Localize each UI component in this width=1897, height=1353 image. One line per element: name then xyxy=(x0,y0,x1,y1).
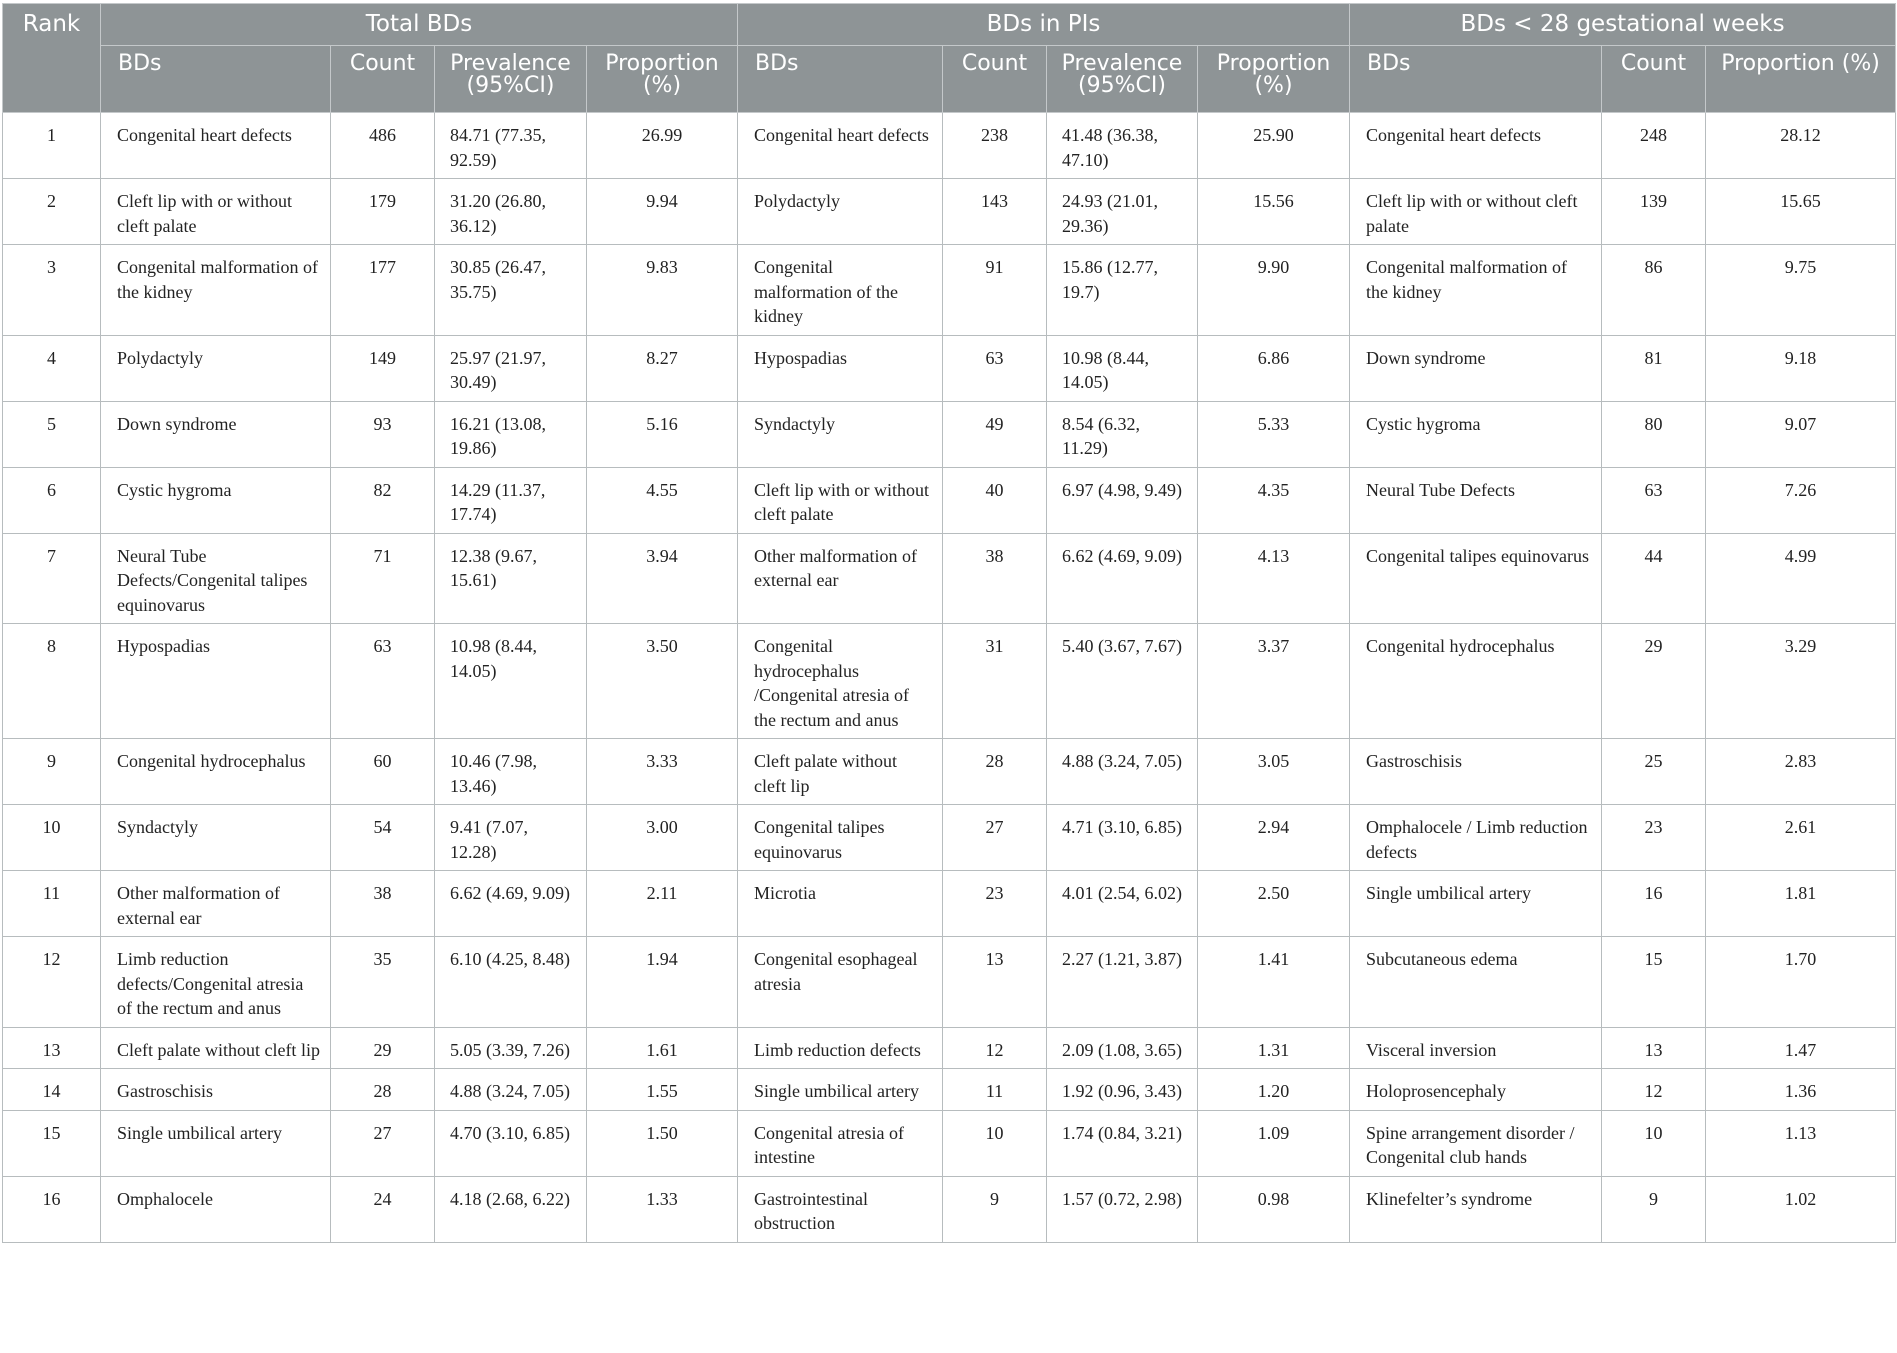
early-proportion-cell: 1.81 xyxy=(1706,871,1896,937)
total-proportion-cell: 2.11 xyxy=(587,871,738,937)
rank-cell: 16 xyxy=(3,1176,101,1242)
total-count-cell: 149 xyxy=(331,335,435,401)
pis-prevalence-cell: 2.27 (1.21, 3.87) xyxy=(1047,937,1198,1028)
early-bd-cell: Cleft lip with or without cleft palate xyxy=(1350,179,1602,245)
pis-prevalence-cell: 4.71 (3.10, 6.85) xyxy=(1047,805,1198,871)
pis-count-cell: 31 xyxy=(943,624,1047,739)
rank-cell: 1 xyxy=(3,113,101,179)
total-bd-cell: Congenital malformation of the kidney xyxy=(101,245,331,336)
pis-count-cell: 38 xyxy=(943,533,1047,624)
early-proportion-cell: 15.65 xyxy=(1706,179,1896,245)
total-bd-cell: Congenital heart defects xyxy=(101,113,331,179)
pis-count-cell: 27 xyxy=(943,805,1047,871)
pis-bd-cell: Congenital heart defects xyxy=(738,113,943,179)
table-row xyxy=(3,401,1896,467)
early-bd-cell: Congenital heart defects xyxy=(1350,113,1602,179)
pis-prevalence-cell: 6.62 (4.69, 9.09) xyxy=(1047,533,1198,624)
early-proportion-cell: 2.83 xyxy=(1706,739,1896,805)
total-count-cell: 71 xyxy=(331,533,435,624)
table-row xyxy=(3,937,1896,1028)
total-bd-cell: Neural Tube Defects/Congenital talipes equinovarus xyxy=(101,533,331,624)
total-prevalence-cell: 4.88 (3.24, 7.05) xyxy=(435,1069,587,1111)
pis-prevalence-cell: 24.93 (21.01, 29.36) xyxy=(1047,179,1198,245)
pis-proportion-cell: 3.37 xyxy=(1198,624,1350,739)
early-bd-cell: Down syndrome xyxy=(1350,335,1602,401)
pis-count-cell: 238 xyxy=(943,113,1047,179)
early-bd-cell: Visceral inversion xyxy=(1350,1027,1602,1069)
early-count-cell: 81 xyxy=(1602,335,1706,401)
rank-cell: 4 xyxy=(3,335,101,401)
total-bds-header: BDs xyxy=(101,46,331,113)
pis-prevalence-header: Prevalence (95%CI) xyxy=(1047,46,1198,113)
total-prevalence-cell: 5.05 (3.39, 7.26) xyxy=(435,1027,587,1069)
pis-proportion-cell: 6.86 xyxy=(1198,335,1350,401)
early-proportion-cell: 28.12 xyxy=(1706,113,1896,179)
early-proportion-cell: 1.02 xyxy=(1706,1176,1896,1242)
pis-proportion-cell: 9.90 xyxy=(1198,245,1350,336)
pis-proportion-cell: 0.98 xyxy=(1198,1176,1350,1242)
total-bd-cell: Cleft lip with or without cleft palate xyxy=(101,179,331,245)
early-bds-header: BDs xyxy=(1350,46,1602,113)
rank-cell: 5 xyxy=(3,401,101,467)
pis-bd-cell: Limb reduction defects xyxy=(738,1027,943,1069)
pis-bd-cell: Hypospadias xyxy=(738,335,943,401)
bds-in-pis-group-header: BDs in PIs xyxy=(738,4,1350,46)
pis-count-cell: 143 xyxy=(943,179,1047,245)
total-bd-cell: Omphalocele xyxy=(101,1176,331,1242)
early-count-cell: 248 xyxy=(1602,113,1706,179)
pis-bd-cell: Single umbilical artery xyxy=(738,1069,943,1111)
early-count-cell: 23 xyxy=(1602,805,1706,871)
pis-count-cell: 49 xyxy=(943,401,1047,467)
total-prevalence-cell: 10.46 (7.98, 13.46) xyxy=(435,739,587,805)
total-prevalence-cell: 16.21 (13.08, 19.86) xyxy=(435,401,587,467)
pis-bd-cell: Congenital talipes equinovarus xyxy=(738,805,943,871)
early-count-cell: 86 xyxy=(1602,245,1706,336)
pis-prevalence-cell: 4.88 (3.24, 7.05) xyxy=(1047,739,1198,805)
pis-proportion-cell: 1.20 xyxy=(1198,1069,1350,1111)
total-prevalence-header: Prevalence (95%CI) xyxy=(435,46,587,113)
rank-cell: 12 xyxy=(3,937,101,1028)
total-proportion-cell: 1.55 xyxy=(587,1069,738,1111)
rank-cell: 2 xyxy=(3,179,101,245)
table-row xyxy=(3,179,1896,245)
rank-header: Rank xyxy=(3,4,101,113)
total-count-cell: 27 xyxy=(331,1110,435,1176)
early-proportion-cell: 9.18 xyxy=(1706,335,1896,401)
rank-cell: 3 xyxy=(3,245,101,336)
early-count-cell: 63 xyxy=(1602,467,1706,533)
early-proportion-header: Proportion (%) xyxy=(1706,46,1896,113)
total-count-cell: 179 xyxy=(331,179,435,245)
table-row xyxy=(3,624,1896,739)
early-proportion-cell: 1.36 xyxy=(1706,1069,1896,1111)
total-count-cell: 63 xyxy=(331,624,435,739)
rank-cell: 13 xyxy=(3,1027,101,1069)
pis-proportion-cell: 1.41 xyxy=(1198,937,1350,1028)
pis-count-cell: 28 xyxy=(943,739,1047,805)
total-prevalence-cell: 9.41 (7.07, 12.28) xyxy=(435,805,587,871)
pis-proportion-cell: 4.13 xyxy=(1198,533,1350,624)
early-count-header: Count xyxy=(1602,46,1706,113)
pis-count-cell: 13 xyxy=(943,937,1047,1028)
total-count-cell: 60 xyxy=(331,739,435,805)
early-count-cell: 139 xyxy=(1602,179,1706,245)
pis-proportion-cell: 2.50 xyxy=(1198,871,1350,937)
table-row xyxy=(3,1027,1896,1069)
table-row xyxy=(3,467,1896,533)
early-bd-cell: Congenital hydrocephalus xyxy=(1350,624,1602,739)
total-proportion-cell: 3.50 xyxy=(587,624,738,739)
pis-bd-cell: Polydactyly xyxy=(738,179,943,245)
total-bd-cell: Gastroschisis xyxy=(101,1069,331,1111)
total-proportion-cell: 8.27 xyxy=(587,335,738,401)
total-proportion-cell: 1.33 xyxy=(587,1176,738,1242)
total-prevalence-cell: 84.71 (77.35, 92.59) xyxy=(435,113,587,179)
early-count-cell: 44 xyxy=(1602,533,1706,624)
pis-bd-cell: Congenital esophageal atresia xyxy=(738,937,943,1028)
early-proportion-cell: 9.07 xyxy=(1706,401,1896,467)
table-row xyxy=(3,1069,1896,1111)
early-count-cell: 16 xyxy=(1602,871,1706,937)
total-prevalence-cell: 31.20 (26.80, 36.12) xyxy=(435,179,587,245)
pis-prevalence-cell: 6.97 (4.98, 9.49) xyxy=(1047,467,1198,533)
pis-count-cell: 9 xyxy=(943,1176,1047,1242)
early-proportion-cell: 2.61 xyxy=(1706,805,1896,871)
total-bd-cell: Congenital hydrocephalus xyxy=(101,739,331,805)
pis-bd-cell: Other malformation of external ear xyxy=(738,533,943,624)
total-proportion-cell: 3.33 xyxy=(587,739,738,805)
pis-prevalence-cell: 1.57 (0.72, 2.98) xyxy=(1047,1176,1198,1242)
early-bd-cell: Single umbilical artery xyxy=(1350,871,1602,937)
rank-cell: 6 xyxy=(3,467,101,533)
early-count-cell: 9 xyxy=(1602,1176,1706,1242)
early-bd-cell: Subcutaneous edema xyxy=(1350,937,1602,1028)
pis-count-cell: 12 xyxy=(943,1027,1047,1069)
pis-bd-cell: Syndactyly xyxy=(738,401,943,467)
pis-proportion-cell: 2.94 xyxy=(1198,805,1350,871)
total-prevalence-cell: 30.85 (26.47, 35.75) xyxy=(435,245,587,336)
total-prevalence-cell: 4.70 (3.10, 6.85) xyxy=(435,1110,587,1176)
total-proportion-cell: 1.94 xyxy=(587,937,738,1028)
pis-bd-cell: Cleft palate without cleft lip xyxy=(738,739,943,805)
pis-prevalence-cell: 15.86 (12.77, 19.7) xyxy=(1047,245,1198,336)
early-count-cell: 80 xyxy=(1602,401,1706,467)
early-count-cell: 13 xyxy=(1602,1027,1706,1069)
pis-proportion-cell: 3.05 xyxy=(1198,739,1350,805)
total-prevalence-cell: 14.29 (11.37, 17.74) xyxy=(435,467,587,533)
pis-bd-cell: Congenital atresia of intestine xyxy=(738,1110,943,1176)
total-bd-cell: Other malformation of external ear xyxy=(101,871,331,937)
total-count-cell: 486 xyxy=(331,113,435,179)
total-proportion-cell: 3.00 xyxy=(587,805,738,871)
pis-count-cell: 91 xyxy=(943,245,1047,336)
pis-count-header: Count xyxy=(943,46,1047,113)
early-proportion-cell: 1.13 xyxy=(1706,1110,1896,1176)
total-prevalence-cell: 10.98 (8.44, 14.05) xyxy=(435,624,587,739)
table-row xyxy=(3,113,1896,179)
early-count-cell: 25 xyxy=(1602,739,1706,805)
total-prevalence-cell: 4.18 (2.68, 6.22) xyxy=(435,1176,587,1242)
pis-proportion-header: Proportion (%) xyxy=(1198,46,1350,113)
early-bd-cell: Spine arrangement disorder / Congenital club hands xyxy=(1350,1110,1602,1176)
early-bd-cell: Omphalocele / Limb reduction defects xyxy=(1350,805,1602,871)
total-prevalence-cell: 25.97 (21.97, 30.49) xyxy=(435,335,587,401)
pis-proportion-cell: 1.09 xyxy=(1198,1110,1350,1176)
early-proportion-cell: 9.75 xyxy=(1706,245,1896,336)
total-bd-cell: Down syndrome xyxy=(101,401,331,467)
total-prevalence-cell: 6.62 (4.69, 9.09) xyxy=(435,871,587,937)
pis-prevalence-cell: 1.92 (0.96, 3.43) xyxy=(1047,1069,1198,1111)
early-count-cell: 29 xyxy=(1602,624,1706,739)
pis-bds-header: BDs xyxy=(738,46,943,113)
early-count-cell: 10 xyxy=(1602,1110,1706,1176)
pis-count-cell: 10 xyxy=(943,1110,1047,1176)
total-proportion-cell: 5.16 xyxy=(587,401,738,467)
pis-proportion-cell: 25.90 xyxy=(1198,113,1350,179)
total-proportion-cell: 3.94 xyxy=(587,533,738,624)
pis-proportion-cell: 15.56 xyxy=(1198,179,1350,245)
early-proportion-cell: 4.99 xyxy=(1706,533,1896,624)
pis-bd-cell: Gastrointestinal obstruction xyxy=(738,1176,943,1242)
total-bd-cell: Cystic hygroma xyxy=(101,467,331,533)
table-row xyxy=(3,533,1896,624)
pis-count-cell: 11 xyxy=(943,1069,1047,1111)
total-count-cell: 177 xyxy=(331,245,435,336)
total-bd-cell: Polydactyly xyxy=(101,335,331,401)
early-bd-cell: Congenital talipes equinovarus xyxy=(1350,533,1602,624)
total-proportion-cell: 4.55 xyxy=(587,467,738,533)
pis-bd-cell: Cleft lip with or without cleft palate xyxy=(738,467,943,533)
total-proportion-cell: 1.61 xyxy=(587,1027,738,1069)
total-proportion-cell: 26.99 xyxy=(587,113,738,179)
total-prevalence-cell: 12.38 (9.67, 15.61) xyxy=(435,533,587,624)
total-bd-cell: Cleft palate without cleft lip xyxy=(101,1027,331,1069)
rank-cell: 9 xyxy=(3,739,101,805)
table-row xyxy=(3,335,1896,401)
header-group-row xyxy=(3,4,1896,46)
total-count-cell: 24 xyxy=(331,1176,435,1242)
birth-defects-table xyxy=(2,3,1896,1243)
pis-count-cell: 40 xyxy=(943,467,1047,533)
total-bd-cell: Hypospadias xyxy=(101,624,331,739)
table-row xyxy=(3,245,1896,336)
rank-cell: 8 xyxy=(3,624,101,739)
total-bd-cell: Syndactyly xyxy=(101,805,331,871)
pis-bd-cell: Congenital malformation of the kidney xyxy=(738,245,943,336)
pis-proportion-cell: 1.31 xyxy=(1198,1027,1350,1069)
rank-cell: 14 xyxy=(3,1069,101,1111)
pis-prevalence-cell: 41.48 (36.38, 47.10) xyxy=(1047,113,1198,179)
pis-prevalence-cell: 4.01 (2.54, 6.02) xyxy=(1047,871,1198,937)
total-bd-cell: Limb reduction defects/Congenital atresia of the rectum and anus xyxy=(101,937,331,1028)
total-proportion-cell: 9.83 xyxy=(587,245,738,336)
total-count-cell: 35 xyxy=(331,937,435,1028)
table-row xyxy=(3,1110,1896,1176)
total-count-cell: 54 xyxy=(331,805,435,871)
table-body xyxy=(3,113,1896,1243)
bds-under-28-weeks-group-header: BDs < 28 gestational weeks xyxy=(1350,4,1896,46)
pis-prevalence-cell: 8.54 (6.32, 11.29) xyxy=(1047,401,1198,467)
table-row xyxy=(3,871,1896,937)
early-count-cell: 15 xyxy=(1602,937,1706,1028)
early-proportion-cell: 1.70 xyxy=(1706,937,1896,1028)
early-proportion-cell: 7.26 xyxy=(1706,467,1896,533)
total-count-header: Count xyxy=(331,46,435,113)
rank-cell: 15 xyxy=(3,1110,101,1176)
total-count-cell: 29 xyxy=(331,1027,435,1069)
rank-cell: 10 xyxy=(3,805,101,871)
early-bd-cell: Congenital malformation of the kidney xyxy=(1350,245,1602,336)
early-proportion-cell: 3.29 xyxy=(1706,624,1896,739)
early-bd-cell: Klinefelter’s syndrome xyxy=(1350,1176,1602,1242)
total-count-cell: 38 xyxy=(331,871,435,937)
early-bd-cell: Gastroschisis xyxy=(1350,739,1602,805)
early-bd-cell: Cystic hygroma xyxy=(1350,401,1602,467)
total-prevalence-cell: 6.10 (4.25, 8.48) xyxy=(435,937,587,1028)
total-bds-group-header: Total BDs xyxy=(101,4,738,46)
pis-count-cell: 23 xyxy=(943,871,1047,937)
rank-cell: 7 xyxy=(3,533,101,624)
pis-bd-cell: Microtia xyxy=(738,871,943,937)
total-proportion-header: Proportion (%) xyxy=(587,46,738,113)
table-row xyxy=(3,739,1896,805)
pis-prevalence-cell: 5.40 (3.67, 7.67) xyxy=(1047,624,1198,739)
early-bd-cell: Neural Tube Defects xyxy=(1350,467,1602,533)
pis-prevalence-cell: 1.74 (0.84, 3.21) xyxy=(1047,1110,1198,1176)
pis-count-cell: 63 xyxy=(943,335,1047,401)
pis-prevalence-cell: 2.09 (1.08, 3.65) xyxy=(1047,1027,1198,1069)
table-header xyxy=(3,4,1896,113)
total-proportion-cell: 1.50 xyxy=(587,1110,738,1176)
rank-cell: 11 xyxy=(3,871,101,937)
table-row xyxy=(3,1176,1896,1242)
total-count-cell: 82 xyxy=(331,467,435,533)
pis-prevalence-cell: 10.98 (8.44, 14.05) xyxy=(1047,335,1198,401)
pis-proportion-cell: 5.33 xyxy=(1198,401,1350,467)
early-bd-cell: Holoprosencephaly xyxy=(1350,1069,1602,1111)
table-row xyxy=(3,805,1896,871)
total-bd-cell: Single umbilical artery xyxy=(101,1110,331,1176)
early-count-cell: 12 xyxy=(1602,1069,1706,1111)
header-column-row xyxy=(3,46,1896,113)
total-count-cell: 93 xyxy=(331,401,435,467)
early-proportion-cell: 1.47 xyxy=(1706,1027,1896,1069)
pis-proportion-cell: 4.35 xyxy=(1198,467,1350,533)
total-proportion-cell: 9.94 xyxy=(587,179,738,245)
pis-bd-cell: Congenital hydrocephalus /Congenital atresia of the rectum and anus xyxy=(738,624,943,739)
total-count-cell: 28 xyxy=(331,1069,435,1111)
